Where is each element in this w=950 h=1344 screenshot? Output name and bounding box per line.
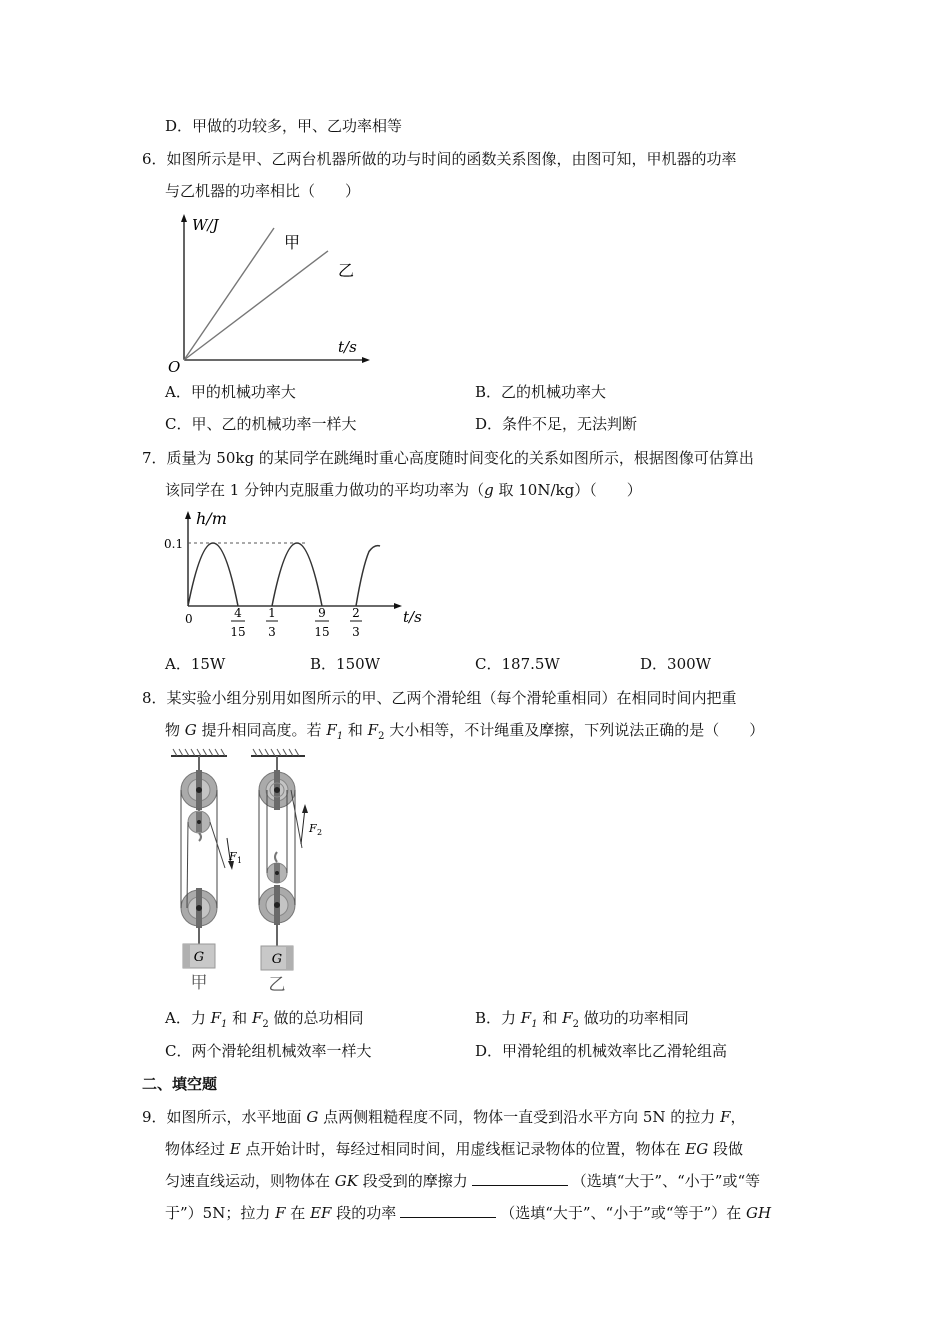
q7-x-tick-2-num: 1 [268, 606, 276, 620]
q9-blank-2[interactable] [400, 1203, 496, 1218]
q7-x-tick-4-num: 2 [352, 606, 360, 620]
q7-x-tick-4-den: 3 [352, 625, 360, 639]
q7-option-a: A．15W [165, 655, 226, 673]
q6-x-arrow [362, 357, 370, 363]
q9-line3: 匀速直线运动，则物体在 GK 段受到的摩擦力 （选填“大于”、“小于”或“等 [165, 1172, 761, 1190]
q6-y-label: W/J [192, 216, 219, 234]
q6-legend-jia: 甲 [284, 233, 301, 252]
q7-option-c: C．187.5W [475, 655, 560, 673]
q8-pulley-figure [165, 748, 345, 998]
q7-stem-line2: 该同学在 1 分钟内克服重力做功的平均功率为（g 取 10N/kg）（ ） [165, 481, 642, 499]
q7-y-label: h/m [196, 509, 227, 528]
q6-legend-yi: 乙 [338, 261, 355, 280]
q6-chart [160, 210, 380, 375]
q6-y-arrow [181, 214, 187, 222]
q6-series-jia-line [184, 228, 274, 360]
q6-stem-line2: 与乙机器的功率相比（ ） [165, 182, 361, 200]
q7-x-tick-3-num: 9 [318, 606, 326, 620]
q7-option-d: D．300W [640, 655, 712, 673]
q7-stem-line1: 7．质量为 50kg 的某同学在跳绳时重心高度随时间变化的关系如图所示，根据图像可估算出 [142, 449, 754, 467]
svg-text:G: G [193, 950, 205, 965]
yi-f2-label: F [309, 822, 317, 835]
q6-series-yi-line [184, 251, 328, 360]
q8-option-a: A．力 $F_1$ 和 $F_2$ 做的总功相同 [165, 1009, 364, 1030]
q7-x-tick-1-den: 15 [230, 625, 246, 639]
q8-stem-line2: 物 G 提升相同高度。若 $F_1$ 和 $F_2$ 大小相等，不计绳重及摩擦，下列说法正确的是（ ） [165, 721, 765, 742]
q6-origin-label: O [168, 358, 181, 375]
q7-origin-label: 0 [185, 612, 193, 626]
q7-x-tick-3-den: 15 [314, 625, 330, 639]
jia-f1-label: F [229, 850, 237, 863]
svg-text:1: 1 [237, 856, 243, 865]
q8-option-b: B．力 $F_1$ 和 $F_2$ 做功的功率相同 [475, 1009, 689, 1030]
q7-x-tick-1-num: 4 [234, 606, 242, 620]
q6-x-label: t/s [338, 338, 357, 356]
q9-blank-1[interactable] [472, 1171, 568, 1186]
q7-curve-arc-3 [356, 546, 380, 606]
svg-text:2: 2 [317, 828, 323, 837]
q6-option-b: B．乙的机械功率大 [475, 383, 607, 401]
q7-option-b: B．150W [310, 655, 381, 673]
q6-option-d: D．条件不足，无法判断 [475, 415, 638, 433]
q9-line2: 物体经过 E 点开始计时，每经过相同时间，用虚线框记录物体的位置，物体在 EG 段做 [165, 1140, 743, 1158]
section-title-fill-in: 二、填空题 [142, 1075, 218, 1093]
q8-stem-line1: 8．某实验小组分别用如图所示的甲、乙两个滑轮组（每个滑轮重相同）在相同时间内把重 [142, 689, 737, 707]
q7-x-arrow [394, 603, 402, 609]
q6-option-a: A．甲的机械功率大 [165, 383, 296, 401]
q8-option-d: D．甲滑轮组的机械效率比乙滑轮组高 [475, 1042, 728, 1060]
q7-x-tick-2-den: 3 [268, 625, 276, 639]
svg-text:G: G [271, 952, 283, 967]
q7-curve-arc-1 [188, 543, 238, 606]
q6-option-c: C．甲、乙的机械功率一样大 [165, 415, 357, 433]
q7-y-tick: 0.1 [164, 537, 184, 551]
jia-label: 甲 [190, 973, 208, 993]
q7-chart [160, 506, 440, 651]
yi-label: 乙 [268, 975, 286, 995]
q5-option-d: D．甲做的功较多，甲、乙功率相等 [165, 117, 403, 135]
q7-x-label: t/s [403, 608, 422, 626]
yi-force-arrow [301, 808, 305, 844]
q9-line4: 于”）5N；拉力 F 在 EF 段的功率 （选填“大于”、“小于”或“等于”）在 GH [165, 1204, 772, 1222]
q7-y-arrow [185, 511, 191, 519]
q9-line1: 9．如图所示，水平地面 G 点两侧粗糙程度不同，物体一直受到沿水平方向 5N 的拉力 F， [142, 1108, 746, 1126]
q7-curve-arc-2 [272, 543, 322, 606]
q6-stem-line1: 6．如图所示是甲、乙两台机器所做的功与时间的函数关系图像，由图可知，甲机器的功率 [142, 150, 737, 168]
q8-option-c: C．两个滑轮组机械效率一样大 [165, 1042, 372, 1060]
